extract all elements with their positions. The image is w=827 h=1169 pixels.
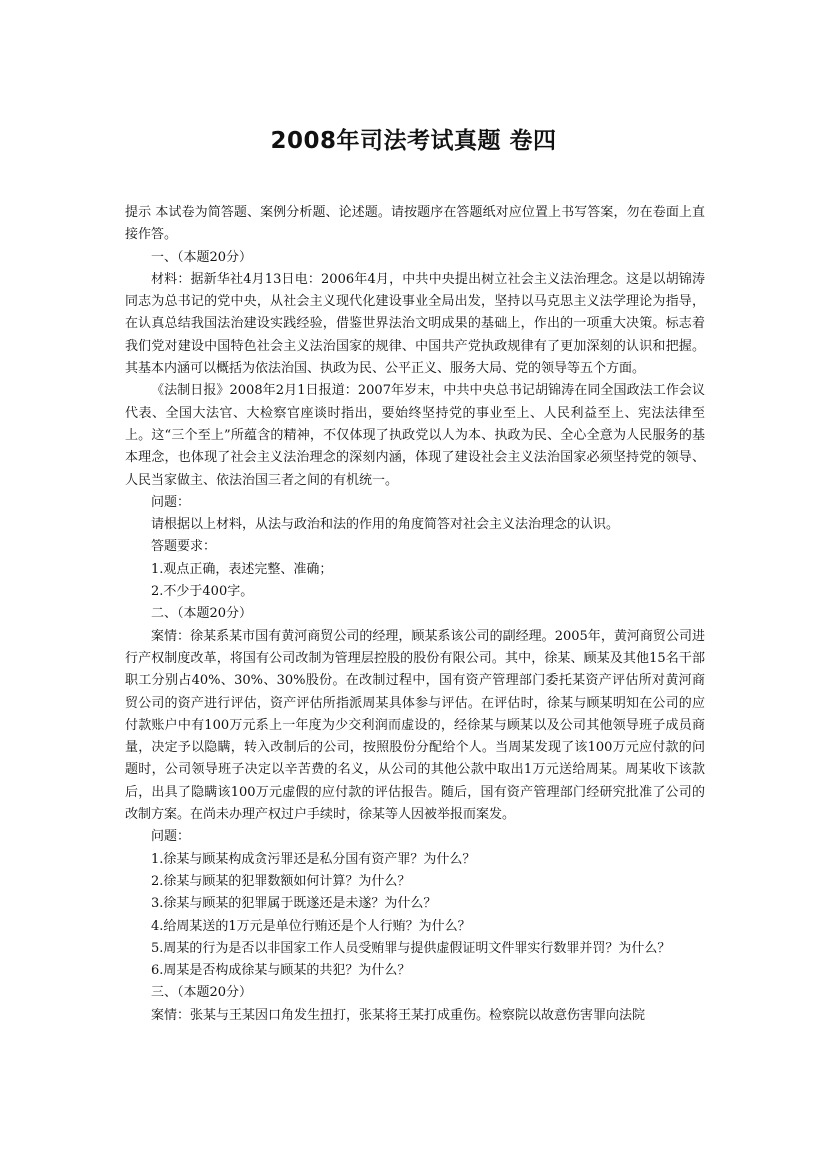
- document-paragraph: 1.观点正确，表述完整、准确；: [151, 561, 333, 577]
- document-paragraph: 1.徐某与顾某构成贪污罪还是私分国有资产罪？为什么？: [151, 851, 476, 867]
- document-paragraph: 6.周某是否构成徐某与顾某的共犯？为什么？: [151, 963, 411, 979]
- document-paragraph: 提示 本试卷为简答题、案例分析题、论述题。请按题序在答题纸对应位置上书写答案，勿在卷面上直接作答。: [125, 205, 705, 243]
- document-paragraph: 二、（本题20分）: [151, 606, 253, 622]
- document-paragraph: 案情：徐某系某市国有黄河商贸公司的经理，顾某系该公司的副经理。2005年，黄河商贸公司进行产权制度改革，将国有公司改制为管理层控股的股份有限公司。其中，徐某、顾某及其他15名干部职工分别占40%、30%、30%股份。在改制过程中，国有资产管理部门委托某资产评估所对黄河商贸公司的资产进行评估，资产评估所指派周某具体参与评估。在评估时，徐某与顾某明知在公司的应付款账户中有100万元系上一年度为少交利润而虚设的，经徐某与顾某以及公司其他领导班子成员商量，决定予以隐瞒，转入改制后的公司，按照股份分配给个人。当周某发现了该100万元应付款的问题时，公司领导班子决定以辛苦费的名义，从公司的其他公款中取出1万元送给周某。周某收下该款后，出具了隐瞒该100万元虚假的应付款的评估报告。随后，国有资产管理部门经研究批准了公司的改制方案。在尚未办理产权过户手续时，徐某等人因被举报而案发。: [125, 628, 705, 823]
- document-paragraph: 一、（本题20分）: [151, 249, 253, 265]
- document-paragraph: 案情：张某与王某因口角发生扭打，张某将王某打成重伤。检察院以故意伤害罪向法院: [151, 1007, 646, 1023]
- document-body: [125, 202, 705, 1027]
- document-paragraph: 问题：: [151, 494, 191, 510]
- document-paragraph: 《法制日报》2008年2月1日报道：2007年岁末，中共中央总书记胡锦涛在同全国政法工作会议代表、全国大法官、大检察官座谈时指出，要始终坚持党的事业至上、人民利益至上、宪法法律至上。这“三个至上”所蕴含的精神，不仅体现了执政党以人为本、执政为民、全心全意为人民服务的基本理念，也体现了社会主义法治理念的深刻内涵，体现了建设社会主义法治国家必须坚持党的领导、人民当家做主、依法治国三者之间的有机统一。: [125, 383, 705, 488]
- document-paragraph: 问题：: [151, 829, 191, 845]
- document-paragraph: 5.周某的行为是否以非国家工作人员受贿罪与提供虚假证明文件罪实行数罪并罚？为什么？: [151, 940, 671, 956]
- document-paragraph: 2.不少于400字。: [151, 584, 254, 600]
- document-paragraph: 三、（本题20分）: [151, 985, 253, 1001]
- document-paragraph: 4.给周某送的1万元是单位行贿还是个人行贿？为什么？: [151, 918, 471, 934]
- document-paragraph: 3.徐某与顾某的犯罪属于既遂还是未遂？为什么？: [151, 896, 437, 912]
- document-title: 2008年司法考试真题 卷四: [270, 128, 557, 154]
- document-paragraph: 请根据以上材料，从法与政治和法的作用的角度简答对社会主义法治理念的认识。: [151, 517, 620, 533]
- document-paragraph: 答题要求：: [151, 539, 217, 555]
- document-paragraph: 2.徐某与顾某的犯罪数额如何计算？为什么？: [151, 873, 411, 889]
- document-paragraph: 材料：据新华社4月13日电：2006年4月，中共中央提出树立社会主义法治理念。这是以胡锦涛同志为总书记的党中央，从社会主义现代化建设事业全局出发，坚持以马克思主义法学理论为指导，在认真总结我国法治建设实践经验，借鉴世界法治文明成果的基础上，作出的一项重大决策。标志着我们党对建设中国特色社会主义法治国家的规律、中国共产党执政规律有了更加深刻的认识和把握。其基本内涵可以概括为依法治国、执政为民、公平正义、服务大局、党的领导等五个方面。: [125, 271, 705, 377]
